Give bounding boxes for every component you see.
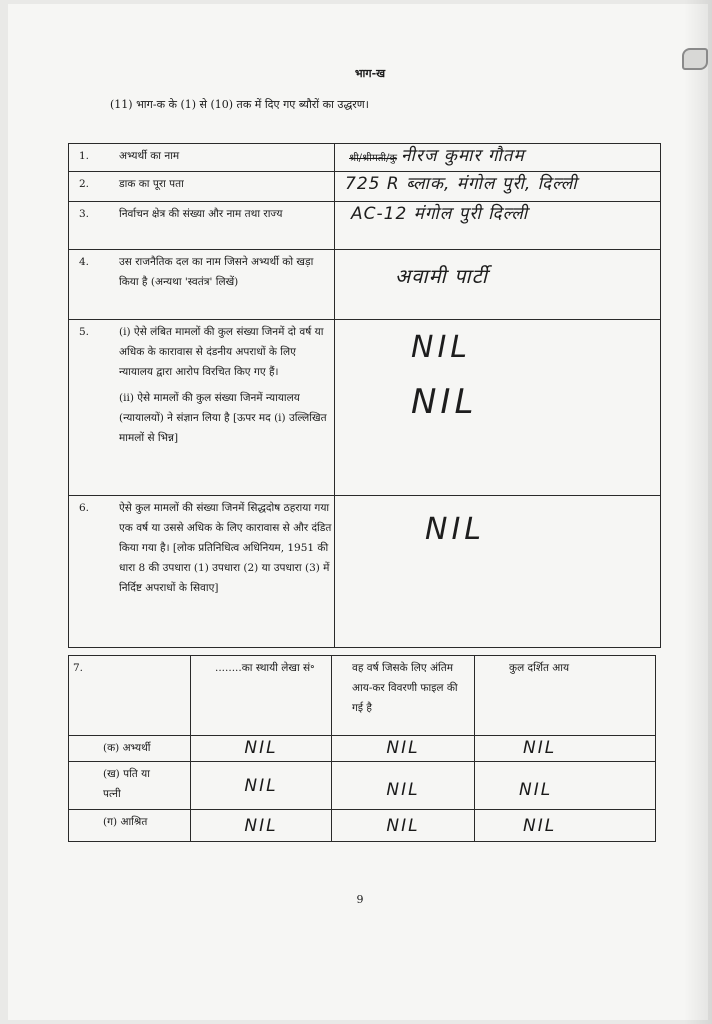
income-row-label: (क) अभ्यर्थी xyxy=(69,736,191,762)
row-label-cell xyxy=(69,250,335,320)
binder-clip-icon xyxy=(682,48,708,70)
income-value: NIL xyxy=(523,738,557,758)
party-name: अवामी पार्टी xyxy=(395,264,488,288)
row-label-cell xyxy=(69,320,335,496)
year-value: NIL xyxy=(386,780,420,800)
year-cell xyxy=(332,736,475,762)
conviction-value: NIL xyxy=(425,512,486,547)
row-label-cell xyxy=(69,172,335,202)
table-row xyxy=(69,496,661,648)
address-cell xyxy=(335,172,661,202)
row-number: 5. xyxy=(79,326,90,338)
col-header-year: वह वर्ष जिसके लिए अंतिम आय-कर विवरणी फाइल की गई है xyxy=(332,656,475,736)
table-row xyxy=(69,144,661,172)
candidate-name: नीरज कुमार गौतम xyxy=(401,146,525,166)
pan-value: NIL xyxy=(244,816,278,836)
table-row xyxy=(69,320,661,496)
row-number: 3. xyxy=(79,208,90,220)
row-label-cognizance-cases: (ii) ऐसे मामलों की कुल संख्या जिनमें न्यायालय (न्यायालयों) ने संज्ञान लिया है [ऊपर मद (i) उल्लिखित मामलों से भिन्न] xyxy=(119,392,327,444)
income-tax-table xyxy=(68,655,656,842)
income-row-label: (ग) आश्रित xyxy=(69,810,191,842)
pan-value: NIL xyxy=(244,738,278,758)
page-edge-shadow xyxy=(684,0,712,1024)
row-label: निर्वाचन क्षेत्र की संख्या और नाम तथा राज्य xyxy=(119,208,283,220)
year-cell xyxy=(332,810,475,842)
pan-cell xyxy=(191,736,332,762)
year-cell xyxy=(332,762,475,810)
col-header-pan: ........का स्थायी लेखा सं॰ xyxy=(191,656,332,736)
row-label-cell xyxy=(69,144,335,172)
page-number: 9 xyxy=(356,893,364,906)
name-prefix: श्री/श्रीमती/कु xyxy=(349,153,398,164)
income-row-number: 7. xyxy=(69,656,191,736)
pan-cell xyxy=(191,810,332,842)
table-row xyxy=(69,762,656,810)
row-label-pending-cases: (i) ऐसे लंबित मामलों की कुल संख्या जिनमें दो वर्ष या अधिक के कारावास से दंडनीय अपराधों के लिए न्यायालय द्वारा आरोप विरचित किए गए हैं। xyxy=(119,326,324,378)
income-value: NIL xyxy=(519,780,553,800)
pan-value: NIL xyxy=(244,776,278,796)
candidate-details-table xyxy=(68,143,661,648)
row-label: अभ्यर्थी का नाम xyxy=(119,150,180,162)
table-row xyxy=(69,172,661,202)
income-cell xyxy=(475,810,656,842)
table-row xyxy=(69,202,661,250)
year-value: NIL xyxy=(386,738,420,758)
postal-address: 725 R ब्लाक, मंगोल पुरी, दिल्ली xyxy=(345,174,578,194)
income-value: NIL xyxy=(523,816,557,836)
income-row-label: (ख) पति या पत्नी xyxy=(69,762,191,810)
row-label-cell xyxy=(69,496,335,648)
table-row xyxy=(69,250,661,320)
row-label-cell xyxy=(69,202,335,250)
constituency: AC-12 मंगोल पुरी दिल्ली xyxy=(351,204,529,224)
table-row xyxy=(69,736,656,762)
year-value: NIL xyxy=(386,816,420,836)
party-cell xyxy=(335,250,661,320)
row-label: उस राजनैतिक दल का नाम जिसने अभ्यर्थी को खड़ा किया है (अन्यथा 'स्वतंत्र' लिखें) xyxy=(119,256,314,288)
col-header-income: कुल दर्शित आय xyxy=(475,656,656,736)
income-header-row xyxy=(69,656,656,736)
pan-cell xyxy=(191,762,332,810)
row-number: 2. xyxy=(79,178,90,190)
row-number: 4. xyxy=(79,256,90,268)
constituency-cell xyxy=(335,202,661,250)
income-cell xyxy=(475,736,656,762)
section-title: भाग-ख xyxy=(354,67,386,80)
cases-cell xyxy=(335,320,661,496)
row-label: डाक का पूरा पता xyxy=(119,178,184,190)
cognizance-cases-value: NIL xyxy=(411,382,478,422)
row-number: 1. xyxy=(79,150,90,162)
candidate-name-cell xyxy=(335,144,661,172)
income-cell xyxy=(475,762,656,810)
conviction-cell xyxy=(335,496,661,648)
pending-cases-value: NIL xyxy=(411,330,472,365)
row-number: 6. xyxy=(79,502,90,514)
row-label: ऐसे कुल मामलों की संख्या जिनमें सिद्धदोष ठहराया गया एक वर्ष या उससे अधिक के लिए कारावास से और दंडित किया गया है। [लोक प्रतिनिधित्व अधिनियम, 1951 की धारा 8 की उपधारा (1) उपधारा (2) या उपधारा (3) में निर्दिष्ट अपराधों के सिवाए] xyxy=(119,502,332,594)
section-subtitle: (11) भाग-क के (1) से (10) तक में दिए गए ब्यौरों का उद्धरण। xyxy=(110,98,369,111)
table-row xyxy=(69,810,656,842)
